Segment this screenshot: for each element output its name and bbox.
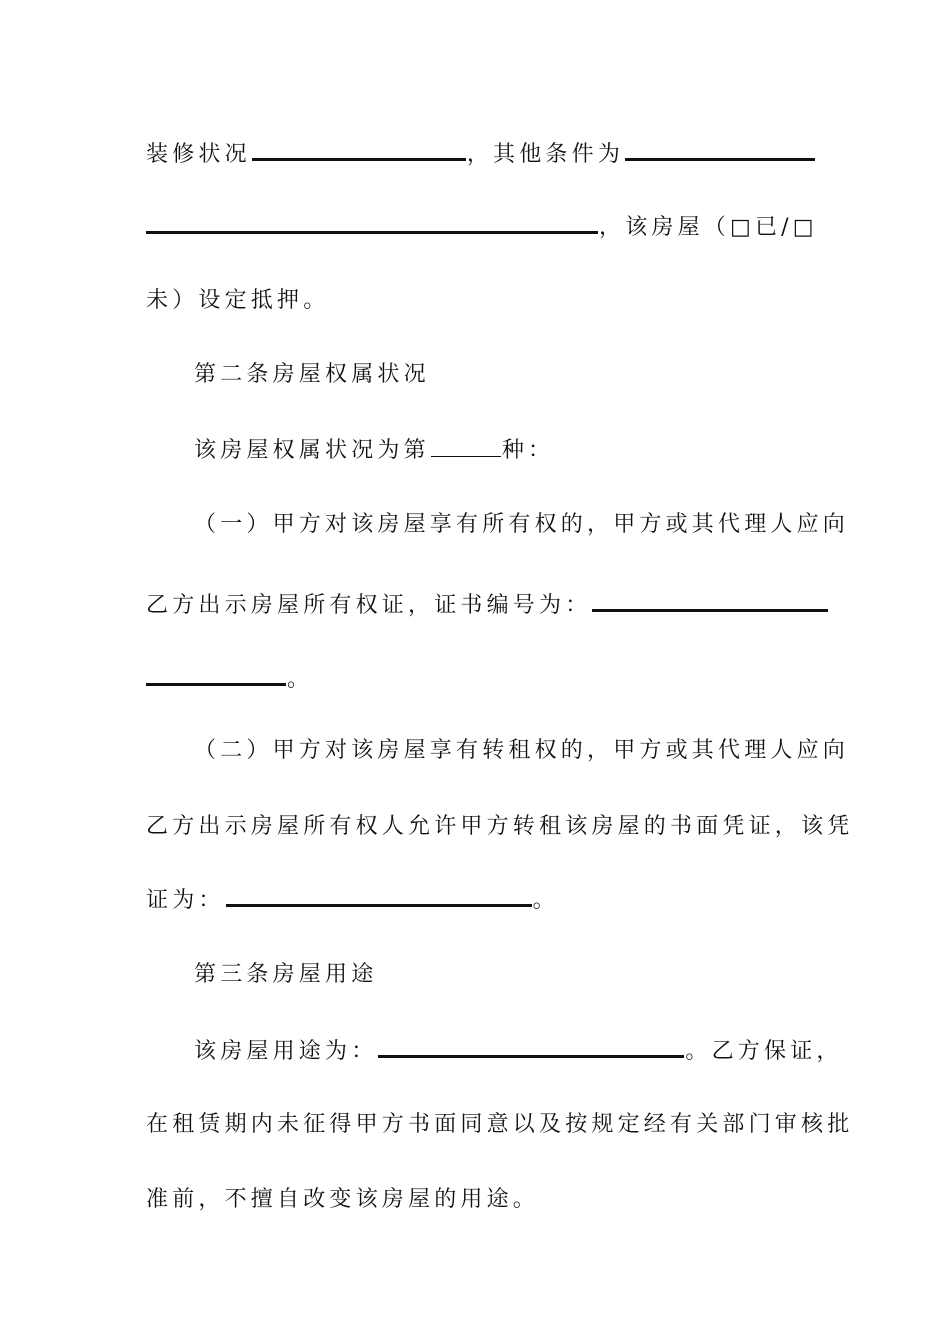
text-line-10: [146, 810, 854, 844]
fill-blank: [252, 138, 466, 161]
fill-blank: [378, 1035, 684, 1058]
text-line-5: [194, 434, 806, 468]
heading-text: 第二条房屋权属状况: [194, 362, 430, 387]
text-segment: 乙方出示房屋所有权证，证书编号为：: [146, 593, 592, 618]
fill-blank: [625, 138, 815, 161]
text-line-2: [146, 211, 818, 245]
fill-blank: [592, 589, 828, 612]
text-segment: 在租赁期内未征得甲方书面同意以及按规定经有关部门审核批: [146, 1112, 854, 1137]
text-line-14: [146, 1108, 854, 1142]
text-segment: ，该房屋（□已/□: [599, 215, 818, 240]
text-segment: 种：: [501, 438, 555, 463]
text-line-1: [146, 138, 806, 172]
text-segment: 证为：: [146, 888, 225, 913]
text-segment: ，其他条件为: [466, 142, 625, 167]
text-segment: （二）甲方对该房屋享有转租权的，甲方或其代理人应向: [194, 738, 850, 763]
text-line-13: [194, 1035, 843, 1069]
text-segment: 该房屋用途为：: [194, 1039, 378, 1064]
fill-blank: [226, 884, 532, 907]
text-segment: 。: [287, 667, 314, 692]
text-segment: 准前，不擅自改变该房屋的用途。: [146, 1187, 540, 1212]
text-line-7: [146, 589, 806, 623]
text-line-15: [146, 1183, 806, 1217]
fill-blank: [146, 663, 286, 686]
section-heading-3: [194, 958, 806, 992]
fill-blank: [431, 436, 501, 457]
text-segment: （一）甲方对该房屋享有所有权的，甲方或其代理人应向: [194, 512, 850, 537]
section-heading-2: [194, 358, 806, 392]
text-line-9: [194, 734, 850, 768]
text-segment: 装修状况: [146, 142, 251, 167]
text-segment: 该房屋权属状况为第: [194, 438, 430, 463]
fill-blank: [146, 211, 598, 234]
heading-text: 第三条房屋用途: [194, 962, 378, 987]
text-line-6: [194, 508, 850, 542]
text-line-3: [146, 284, 806, 318]
text-segment: 未）设定抵押。: [146, 288, 330, 313]
text-segment: 。乙方保证，: [685, 1039, 843, 1064]
text-line-8: [146, 663, 806, 697]
text-segment: 。: [532, 888, 559, 913]
text-line-11: [146, 884, 806, 918]
text-segment: 乙方出示房屋所有权人允许甲方转租该房屋的书面凭证，该凭: [146, 814, 854, 839]
